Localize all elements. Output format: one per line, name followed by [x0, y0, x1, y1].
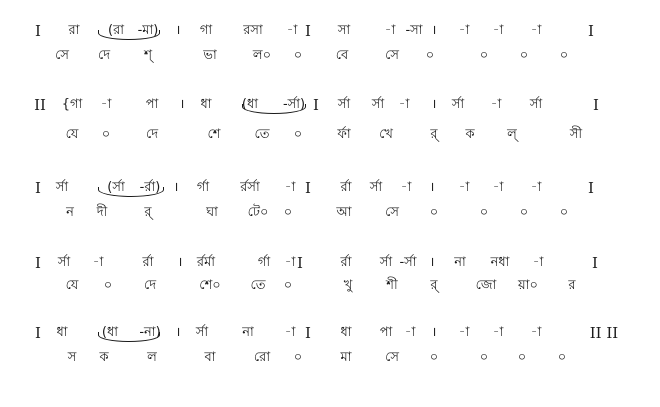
- lyric-syllable: দে: [145, 127, 159, 142]
- lyric-syllable: ল০: [252, 48, 272, 63]
- note: (ধা: [241, 97, 259, 112]
- bar-line: ।: [431, 23, 437, 38]
- note: -র্সা: [399, 255, 417, 270]
- bar-line: I: [35, 179, 41, 197]
- note: র্রর্সা: [240, 180, 260, 195]
- bar-line: ।: [175, 325, 181, 340]
- lyric-syllable: ০: [517, 350, 527, 365]
- note: -া: [458, 180, 470, 195]
- note: -া: [284, 325, 296, 340]
- lyric-syllable: ঘা: [206, 205, 218, 220]
- lyric-syllable: ০: [559, 205, 569, 220]
- note: র্সা: [55, 180, 69, 195]
- bar-line: ।: [179, 97, 185, 112]
- lyric-syllable: দে: [143, 278, 157, 293]
- note: -সা: [405, 23, 423, 38]
- note: -া: [458, 23, 470, 38]
- bar-line: I: [35, 254, 41, 272]
- lyric-syllable: ০: [293, 48, 303, 63]
- note: গা: [199, 23, 213, 38]
- note: -া: [492, 325, 504, 340]
- lyric-syllable: ০: [429, 205, 439, 220]
- bar-line: I: [305, 22, 311, 40]
- note: পা: [145, 97, 159, 112]
- lyric-syllable: শে: [207, 127, 221, 142]
- lyric-syllable: র: [568, 278, 576, 293]
- lyric-syllable: টে০: [247, 205, 269, 220]
- lyric-syllable: বা: [204, 350, 216, 365]
- bar-line: I: [305, 324, 311, 342]
- note: -া: [530, 180, 542, 195]
- slur-arc: [98, 332, 160, 342]
- lyric-syllable: য়া০: [518, 278, 538, 293]
- bar-line: I: [305, 179, 311, 197]
- note: র্রা: [340, 180, 352, 195]
- bar-line: I: [297, 254, 303, 272]
- bar-line: I: [588, 22, 594, 40]
- bar-line: I: [593, 96, 599, 114]
- lyric-syllable: সে: [55, 48, 69, 63]
- lyric-syllable: সে: [385, 350, 399, 365]
- bar-line: ।: [175, 23, 181, 38]
- lyric-syllable: ০: [557, 350, 567, 365]
- note: পা: [379, 325, 393, 340]
- note: -র্সা): [282, 97, 306, 112]
- lyric-syllable: ০: [425, 48, 435, 63]
- note: -া: [284, 180, 296, 195]
- lyric-syllable: শী: [386, 278, 398, 293]
- lyric-syllable: যে: [65, 127, 79, 142]
- lyric-syllable: জো: [475, 278, 497, 293]
- note: -র্রা): [139, 180, 161, 195]
- note: -া: [492, 23, 504, 38]
- note: (রা: [108, 23, 124, 38]
- lyric-syllable: ০: [519, 205, 529, 220]
- note: র্সা: [57, 255, 71, 270]
- lyric-syllable: তে: [254, 127, 270, 142]
- note: সা: [337, 23, 351, 38]
- note: র্সা: [451, 97, 465, 112]
- bar-line: I: [313, 96, 319, 114]
- note: -া: [490, 97, 502, 112]
- note: র্রা: [142, 255, 154, 270]
- lyric-syllable: ০: [519, 48, 529, 63]
- note: র্রর্মা: [196, 255, 216, 270]
- note: র্গা: [196, 180, 210, 195]
- lyric-syllable: ক: [465, 127, 475, 142]
- lyric-syllable: র্ফা: [337, 127, 351, 142]
- bar-line: ।: [177, 255, 183, 270]
- lyric-syllable: বে: [335, 48, 349, 63]
- bar-line: ।: [429, 255, 435, 270]
- note: না: [242, 325, 254, 340]
- note: -া: [404, 325, 416, 340]
- lyric-syllable: স: [67, 350, 77, 365]
- note: -া: [492, 180, 504, 195]
- lyric-syllable: ০: [429, 350, 439, 365]
- note: -মা): [137, 23, 159, 38]
- lyric-syllable: ০: [479, 350, 489, 365]
- note: র্গা: [257, 255, 271, 270]
- lyric-syllable: সে: [385, 205, 399, 220]
- lyric-syllable: র্: [430, 127, 438, 142]
- note: ধা: [340, 325, 352, 340]
- lyric-syllable: মা: [340, 350, 352, 365]
- lyric-syllable: ক: [99, 350, 109, 365]
- lyric-syllable: ০: [293, 350, 303, 365]
- note: -া: [398, 97, 410, 112]
- note: র্সা: [529, 97, 543, 112]
- note: -া: [100, 97, 112, 112]
- bar-line: II II: [589, 324, 619, 342]
- lyric-syllable: ০: [103, 278, 113, 293]
- bar-line: ।: [173, 180, 179, 195]
- note: -না): [139, 325, 161, 340]
- note: -া: [530, 23, 542, 38]
- note: -া: [532, 255, 544, 270]
- note: রা: [68, 23, 80, 38]
- note: ধা: [56, 325, 68, 340]
- lyric-syllable: ০: [283, 205, 293, 220]
- slur-arc: [242, 104, 306, 114]
- lyric-syllable: ল: [147, 350, 157, 365]
- note: {গা: [61, 97, 83, 112]
- lyric-syllable: রো: [253, 350, 271, 365]
- lyric-syllable: খে: [379, 127, 393, 142]
- lyric-syllable: সে: [385, 48, 399, 63]
- note: না: [454, 255, 466, 270]
- bar-line: I: [35, 22, 41, 40]
- lyric-syllable: তে: [250, 278, 266, 293]
- lyric-syllable: আ: [336, 205, 352, 220]
- lyric-syllable: র্: [144, 205, 152, 220]
- lyric-syllable: দে: [97, 48, 111, 63]
- lyric-syllable: শ্: [143, 48, 153, 63]
- lyric-syllable: খু: [343, 278, 353, 293]
- note: -া: [458, 325, 470, 340]
- bar-line: ।: [429, 180, 435, 195]
- note: -া: [530, 325, 542, 340]
- note: -া: [286, 23, 298, 38]
- note: র্সা: [371, 97, 385, 112]
- lyric-syllable: ০: [559, 48, 569, 63]
- lyric-syllable: ভা: [203, 48, 217, 63]
- note: -া: [92, 255, 104, 270]
- note: -া: [284, 255, 296, 270]
- bar-line: I: [592, 254, 598, 272]
- lyric-syllable: ০: [283, 278, 293, 293]
- note: র্সা: [379, 255, 393, 270]
- slur-arc: [98, 30, 160, 40]
- note: র্সা: [369, 180, 383, 195]
- lyric-syllable: ০: [479, 48, 489, 63]
- bar-line: ।: [431, 325, 437, 340]
- slur-arc: [98, 187, 164, 197]
- note: রসা: [243, 23, 263, 38]
- lyric-syllable: র্: [430, 278, 438, 293]
- lyric-syllable: ল্: [507, 127, 517, 142]
- note: (ধা: [101, 325, 119, 340]
- lyric-syllable: ০: [293, 127, 303, 142]
- bar-line: ।: [431, 97, 437, 112]
- note: -া: [384, 23, 396, 38]
- bar-line: II: [34, 96, 46, 114]
- lyric-syllable: শে০: [199, 278, 221, 293]
- lyric-syllable: ০: [101, 127, 111, 142]
- lyric-syllable: ন: [66, 205, 74, 220]
- note: -া: [400, 180, 412, 195]
- note: নধা: [490, 255, 510, 270]
- lyric-syllable: দী: [96, 205, 108, 220]
- note: র্রা: [340, 255, 352, 270]
- lyric-syllable: ০: [479, 205, 489, 220]
- note: র্সা: [195, 325, 209, 340]
- note: ধা: [200, 97, 212, 112]
- note: (র্সা: [107, 180, 125, 195]
- bar-line: I: [588, 179, 594, 197]
- note: র্সা: [337, 97, 351, 112]
- bar-line: I: [35, 324, 41, 342]
- lyric-syllable: যে: [65, 278, 79, 293]
- lyric-syllable: সী: [569, 127, 583, 142]
